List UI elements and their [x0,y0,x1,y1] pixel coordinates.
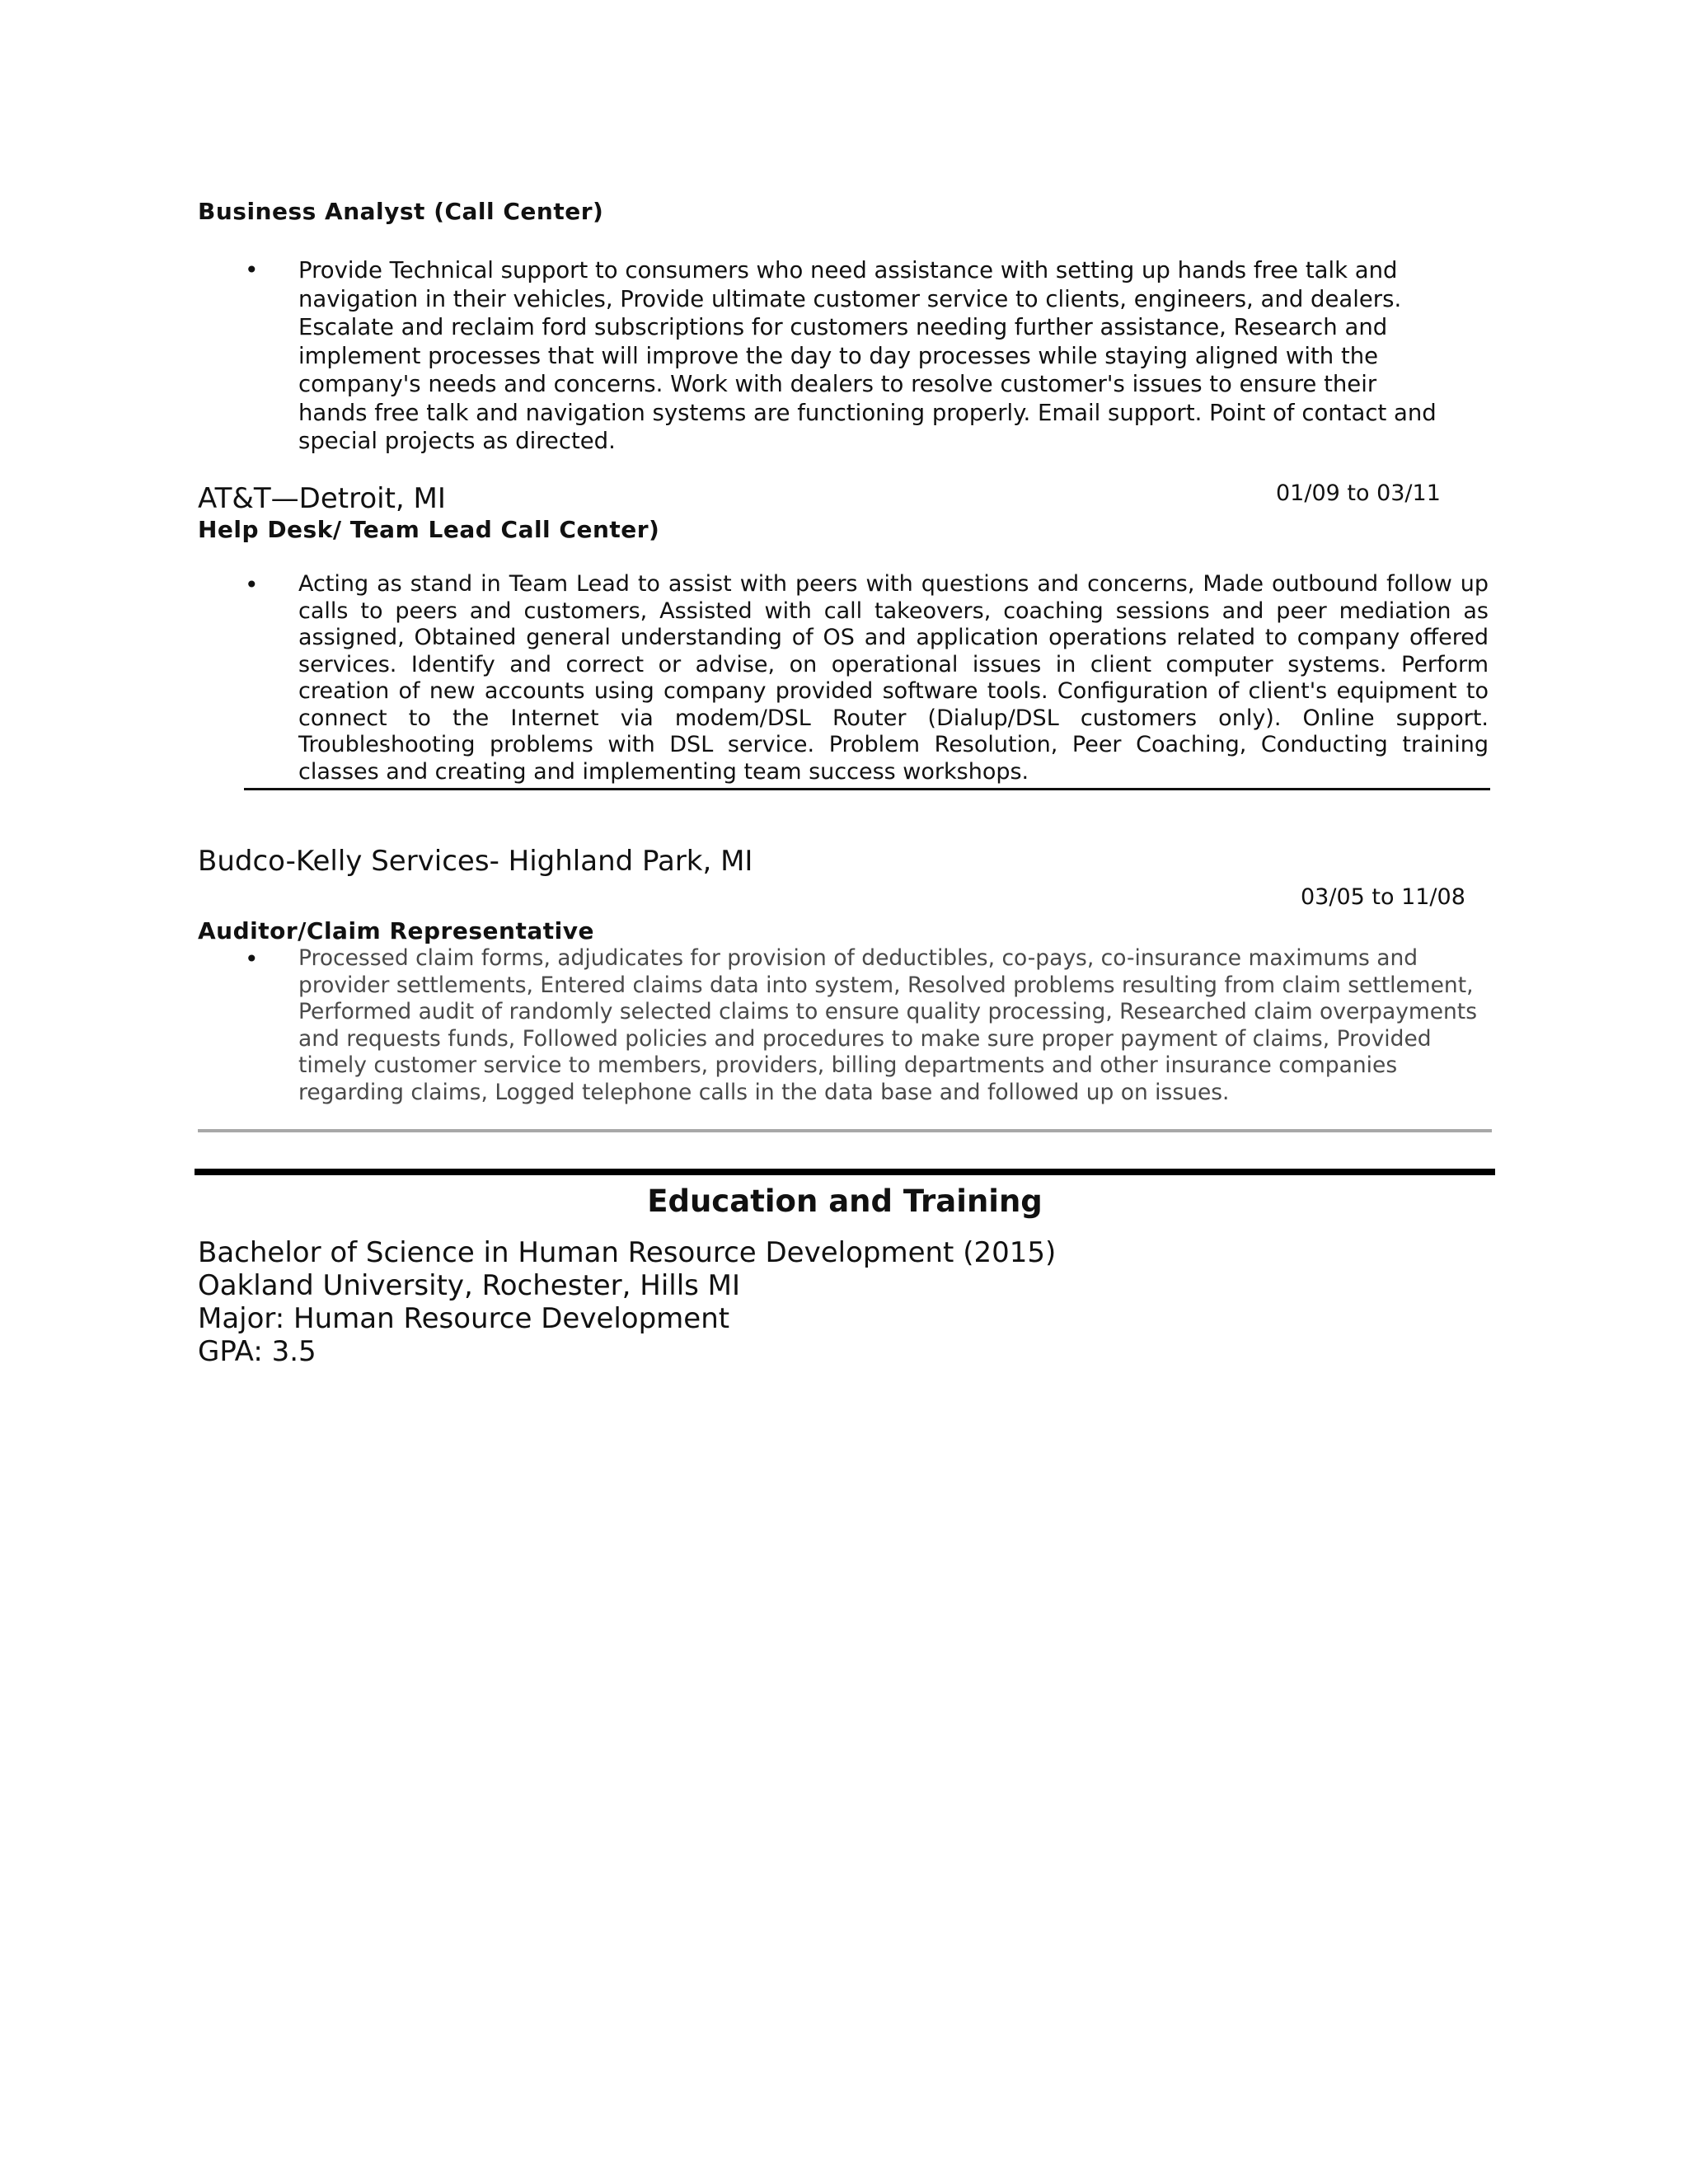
gpa: GPA: 3.5 [198,1335,316,1368]
job-title-help-desk: Help Desk/ Team Lead Call Center) [198,516,660,543]
job-description-help-desk: Acting as stand in Team Lead to assist with peers with questions and concerns, Made outbound follow up calls to peers and customers, Assisted with call takeovers, coaching sessions and peer mediation as assigned, Obtained general understanding of OS and application operations related to company offered services. Identify and correct or advise, on operational issues in client computer systems. Perform creation of new accounts using company provided software tools. Configuration of client's equipment to connect to the Internet via modem/DSL Router (Dialup/DSL customers only). Online support. Troubleshooting problems with DSL service. Problem Resolution, Peer Coaching, Conducting training classes and creating and implementing team success workshops. [298,571,1489,785]
education-heading: Education and Training [647,1183,1043,1219]
divider-line-grey [198,1129,1492,1132]
degree: Bachelor of Science in Human Resource Development (2015) [198,1236,1057,1269]
section-divider [195,1169,1495,1175]
dates-budco-kelly: 03/05 to 11/08 [1301,884,1465,910]
job-description-auditor: Processed claim forms, adjudicates for provision of deductibles, co-pays, co-insurance maximums and provider settlements, Entered claims data into system, Resolved problems resulting from claim settlement, Performed audit of randomly selected claims to ensure quality processing, Researched claim overpayments and requests funds, Followed policies and procedures to make sure proper payment of claims, Provided timely customer service to members, providers, billing departments and other insurance companies regarding claims, Logged telephone calls in the data base and followed up on issues. [298,945,1478,1105]
employer-budco-kelly: Budco-Kelly Services- Highland Park, MI [198,845,753,878]
major: Major: Human Resource Development [198,1302,730,1335]
school: Oakland University, Rochester, Hills MI [198,1269,741,1302]
employer-att: AT&T—Detroit, MI [198,482,446,515]
divider-line [244,788,1490,790]
job-title-business-analyst: Business Analyst (Call Center) [198,198,604,225]
job-title-auditor: Auditor/Claim Representative [198,917,594,944]
job-description-business-analyst: Provide Technical support to consumers who need assistance with setting up hands free talk and navigation in their vehicles, Provide ultimate customer service to clients, engineers, and dealers. Escalate and reclaim ford subscriptions for customers needing further assistance, Research and implement processes that will improve the day to day processes while staying aligned with the company's needs and concerns. Work with dealers to resolve customer's issues to ensure their hands free talk and navigation systems are functioning properly. Email support. Point of contact and special projects as directed. [298,257,1437,454]
dates-att: 01/09 to 03/11 [1276,480,1441,506]
bullet-icon: • [245,945,259,972]
bullet-icon: • [245,571,259,598]
bullet-icon: • [245,256,259,284]
